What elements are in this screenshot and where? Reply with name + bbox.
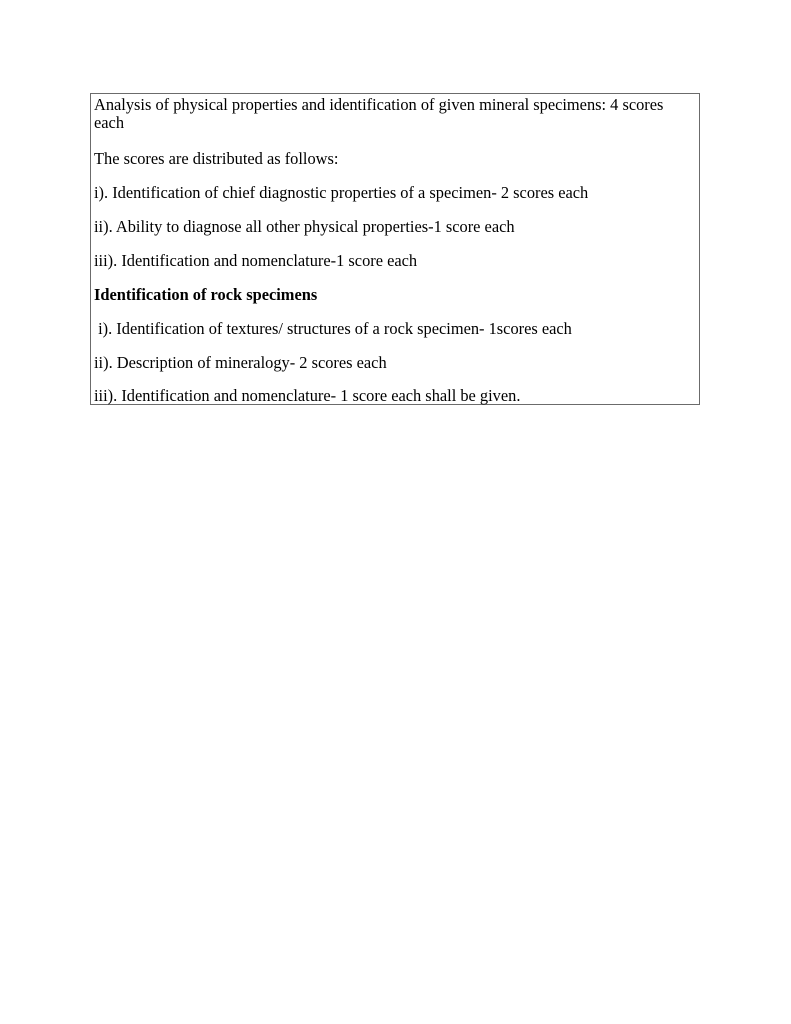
mineral-item-3: iii). Identification and nomenclature-1 score each xyxy=(94,251,418,270)
mineral-item-1: i). Identification of chief diagnostic properties of a specimen- 2 scores each xyxy=(94,183,589,202)
intro-paragraph: Analysis of physical properties and identification of given mineral specimens: 4 scores each xyxy=(94,95,664,132)
rock-heading: Identification of rock specimens xyxy=(94,285,318,304)
scoring-criteria-box xyxy=(90,93,700,405)
distribution-heading: The scores are distributed as follows: xyxy=(94,149,339,168)
rock-item-3: iii). Identification and nomenclature- 1 score each shall be given. xyxy=(94,386,521,405)
rock-item-1: i). Identification of textures/ structures of a rock specimen- 1scores each xyxy=(94,319,572,338)
mineral-item-2: ii). Ability to diagnose all other physical properties-1 score each xyxy=(94,217,515,236)
rock-item-2: ii). Description of mineralogy- 2 scores each xyxy=(94,353,387,372)
